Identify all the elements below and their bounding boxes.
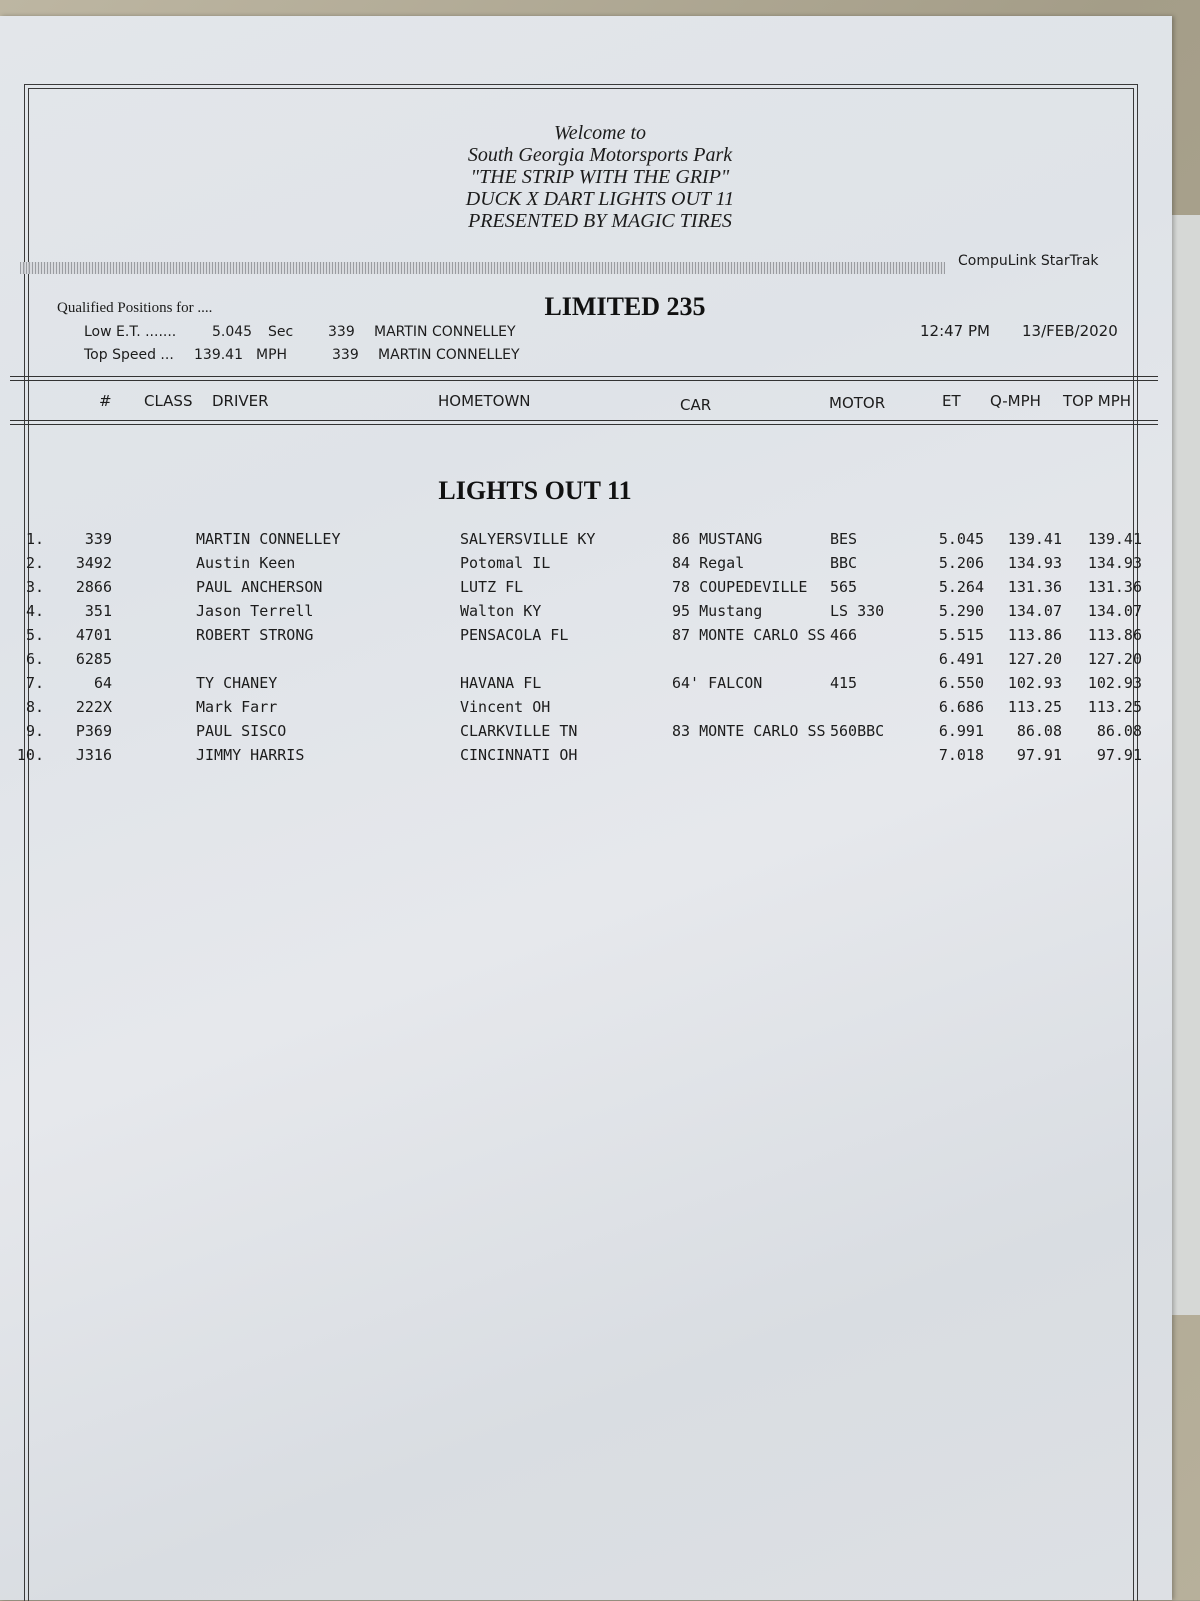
car-number: J316 [75, 746, 112, 764]
table-row [0, 650, 1172, 674]
table-row [0, 722, 1172, 746]
results-table [0, 530, 1172, 790]
car-number: P369 [75, 722, 112, 740]
col-header-number: # [99, 392, 112, 410]
position: 4. [25, 602, 44, 620]
et: 5.515 [938, 626, 984, 644]
hometown: CLARKVILLE TN [460, 722, 578, 740]
position: 10. [16, 746, 44, 764]
column-header-rule-top-2 [10, 380, 1158, 381]
qualified-positions-title: Qualified Positions for .... [57, 300, 213, 316]
car: 78 COUPEDEVILLE [672, 578, 808, 596]
car: 84 Regal [672, 554, 745, 572]
driver: Jason Terrell [196, 602, 314, 620]
motor: 466 [830, 626, 858, 644]
table-row [0, 674, 1172, 698]
event-name: DUCK X DART LIGHTS OUT 11 [465, 188, 735, 210]
position: 6. [25, 650, 44, 668]
welcome-line: Welcome to [553, 122, 646, 144]
col-header-et: ET [942, 392, 961, 410]
q-mph: 134.93 [1007, 554, 1062, 572]
hometown: Potomal IL [460, 554, 551, 572]
col-header-class: CLASS [144, 392, 193, 410]
car-number: 222X [75, 698, 112, 716]
top-speed-driver: MARTIN CONNELLEY [378, 347, 520, 363]
top-mph: 139.41 [1087, 530, 1142, 548]
et: 6.550 [938, 674, 984, 692]
motor: BES [830, 530, 858, 548]
car-number: 4701 [75, 626, 112, 644]
column-header-rule-bottom-2 [10, 424, 1158, 425]
position: 1. [25, 530, 44, 548]
q-mph: 113.25 [1007, 698, 1062, 716]
position: 8. [25, 698, 44, 716]
position: 7. [25, 674, 44, 692]
motor: BBC [830, 554, 858, 572]
table-row [0, 602, 1172, 626]
top-mph: 86.08 [1096, 722, 1142, 740]
top-mph: 113.25 [1087, 698, 1142, 716]
et: 7.018 [938, 746, 984, 764]
top-mph: 131.36 [1087, 578, 1142, 596]
et: 6.991 [938, 722, 984, 740]
position: 2. [25, 554, 44, 572]
col-header-motor: MOTOR [829, 394, 886, 412]
driver: Mark Farr [196, 698, 278, 716]
car-number: 339 [84, 530, 112, 548]
class-title: LIMITED 235 [544, 292, 706, 321]
motor: 415 [830, 674, 858, 692]
q-mph: 131.36 [1007, 578, 1062, 596]
driver: Austin Keen [196, 554, 296, 572]
et: 5.206 [938, 554, 984, 572]
low-et-car-number: 339 [328, 324, 355, 340]
driver: PAUL ANCHERSON [196, 578, 323, 596]
q-mph: 97.91 [1016, 746, 1062, 764]
car-number: 6285 [75, 650, 112, 668]
table-row [0, 626, 1172, 650]
low-et-driver: MARTIN CONNELLEY [374, 324, 516, 340]
table-row [0, 746, 1172, 770]
low-et-label: Low E.T. ....... [84, 324, 177, 340]
hometown: LUTZ FL [460, 578, 524, 596]
col-header-top-mph: TOP MPH [1063, 392, 1132, 410]
driver: ROBERT STRONG [196, 626, 314, 644]
hatched-divider [20, 262, 945, 274]
position: 3. [25, 578, 44, 596]
car: 87 MONTE CARLO SS [672, 626, 826, 644]
event-sponsor: PRESENTED BY MAGIC TIRES [468, 210, 732, 232]
column-header-rule-top [10, 376, 1158, 377]
top-speed-unit: MPH [256, 347, 288, 363]
car-number: 351 [84, 602, 112, 620]
col-header-hometown: HOMETOWN [438, 392, 531, 410]
q-mph: 113.86 [1007, 626, 1062, 644]
q-mph: 134.07 [1007, 602, 1062, 620]
hometown: PENSACOLA FL [460, 626, 569, 644]
q-mph: 102.93 [1007, 674, 1062, 692]
top-speed-car-number: 339 [332, 347, 359, 363]
top-mph: 134.07 [1087, 602, 1142, 620]
car-number: 2866 [75, 578, 112, 596]
car: 86 MUSTANG [672, 530, 763, 548]
driver: PAUL SISCO [196, 722, 287, 740]
col-header-car: CAR [680, 396, 712, 414]
q-mph: 127.20 [1007, 650, 1062, 668]
print-date: 13/FEB/2020 [1022, 322, 1118, 340]
table-row [0, 578, 1172, 602]
col-header-driver: DRIVER [212, 392, 269, 410]
driver: MARTIN CONNELLEY [196, 530, 341, 548]
motor: LS 330 [830, 602, 885, 620]
column-header-rule-bottom [10, 420, 1158, 421]
track-slogan: "THE STRIP WITH THE GRIP" [470, 166, 730, 188]
table-row [0, 698, 1172, 722]
car-number: 3492 [75, 554, 112, 572]
driver: TY CHANEY [196, 674, 278, 692]
hometown: CINCINNATI OH [460, 746, 578, 764]
et: 5.264 [938, 578, 984, 596]
hometown: HAVANA FL [460, 674, 542, 692]
welcome-header [390, 122, 810, 232]
car: 95 Mustang [672, 602, 763, 620]
hometown: Vincent OH [460, 698, 551, 716]
et: 5.290 [938, 602, 984, 620]
hometown: Walton KY [460, 602, 542, 620]
driver: JIMMY HARRIS [196, 746, 305, 764]
position: 5. [25, 626, 44, 644]
position: 9. [25, 722, 44, 740]
top-mph: 127.20 [1087, 650, 1142, 668]
top-mph: 97.91 [1096, 746, 1142, 764]
q-mph: 86.08 [1016, 722, 1062, 740]
track-name: South Georgia Motorsports Park [467, 144, 733, 166]
car-number: 64 [93, 674, 112, 692]
vendor-label: CompuLink StarTrak [958, 253, 1099, 269]
top-speed-label: Top Speed ... [84, 347, 174, 363]
et: 6.686 [938, 698, 984, 716]
hometown: SALYERSVILLE KY [460, 530, 596, 548]
low-et-unit: Sec [268, 324, 294, 340]
motor: 560BBC [830, 722, 885, 740]
table-row [0, 554, 1172, 578]
car: 83 MONTE CARLO SS [672, 722, 826, 740]
col-header-q-mph: Q-MPH [990, 392, 1041, 410]
print-time: 12:47 PM [920, 322, 990, 340]
et: 6.491 [938, 650, 984, 668]
low-et-value: 5.045 [212, 324, 253, 340]
top-speed-value: 139.41 [194, 347, 243, 363]
top-mph: 134.93 [1087, 554, 1142, 572]
section-title: LIGHTS OUT 11 [438, 476, 632, 505]
motor: 565 [830, 578, 858, 596]
table-row [0, 530, 1172, 554]
top-mph: 113.86 [1087, 626, 1142, 644]
et: 5.045 [938, 530, 984, 548]
q-mph: 139.41 [1007, 530, 1062, 548]
car: 64' FALCON [672, 674, 763, 692]
top-mph: 102.93 [1087, 674, 1142, 692]
